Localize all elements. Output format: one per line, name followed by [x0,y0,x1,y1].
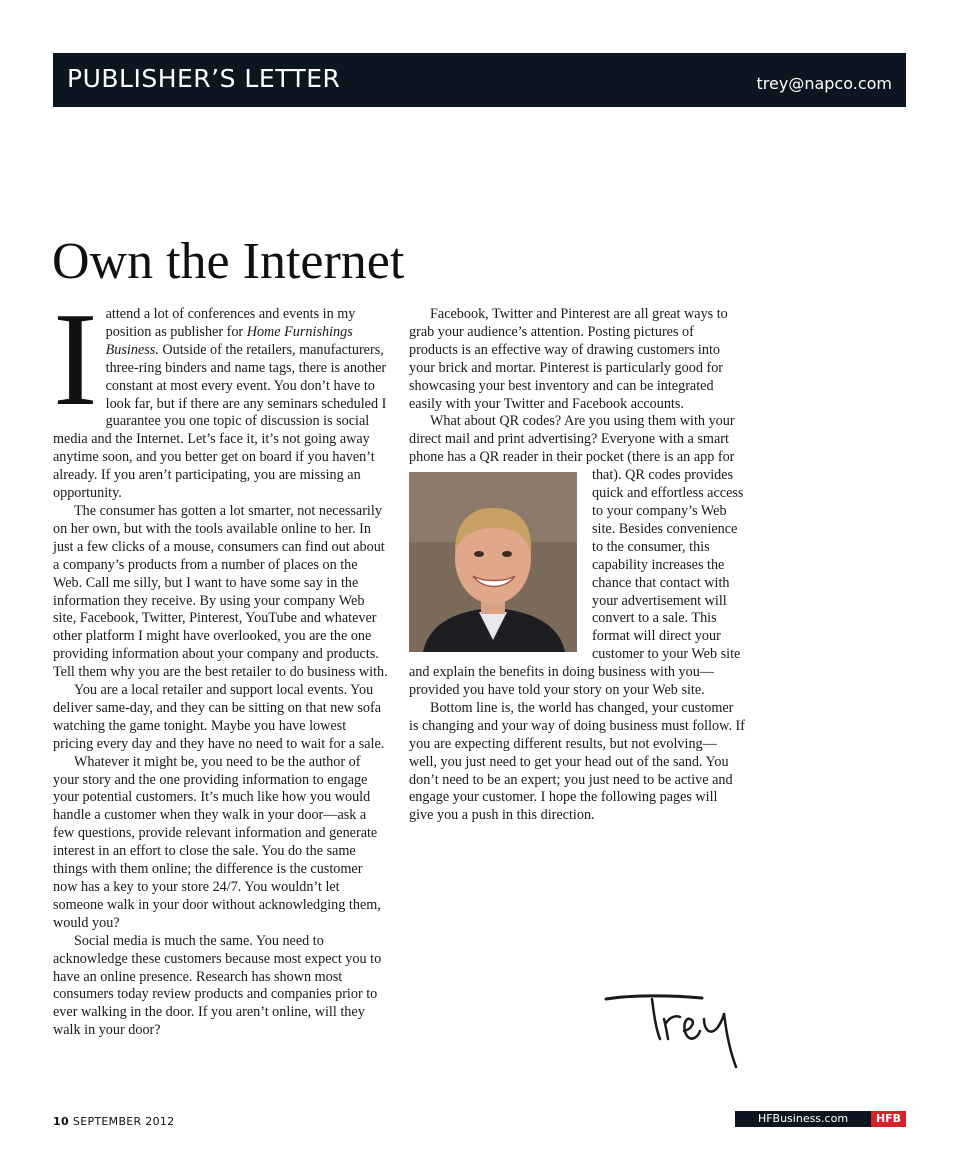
paragraph-1 [53,285,389,503]
drop-cap: I [53,285,98,433]
publication-name: Home Furnishings Business. [105,323,353,358]
author-email[interactable]: trey@napco.com [756,74,892,93]
footer-brand-logo: HFB [871,1111,906,1127]
paragraph-3: You are a local retailer and support local events. You deliver same-day, and they can be sitting on that new sofa watching the game tonight. Maybe you have lowest pricing every day and they have no need to wait for a sale. [53,682,385,752]
footer-badge [735,1111,906,1127]
article-headline: Own the Internet [52,233,405,290]
article-column-right [409,306,745,825]
page-number: 10 [53,1115,69,1128]
paragraph-7-text-a: What about QR codes? Are you using them with your direct mail and print advertising? Everyone with a smart phone has a QR reader in their [409,413,735,466]
paragraph-7-text-b: pocket (there is an app for that). QR codes provides quick and effortless access to your company’s Web site. Besides convenience to the consumer, this capability increases the chance that contact with your advertisement will convert to a sale. This format will direct your customer to your Web site and explain the benefits in doing business with you—provided you have told your story on your Web site. [409,449,744,699]
paragraph-2: The consumer has gotten a lot smarter, not necessarily on her own, but with the tools available online to her. In just a few clicks of a mouse, consumers can find out about a company’s products from a number of places on the Web. Call me silly, but I want to have some say in the information they receive. By using your company Web site, Facebook, Twitter, Pinterest, YouTube and whatever other platform I might have overlooked, you are the one providing information about your company and products. Tell them why you are the best retailer to do business with. [53,502,388,681]
signature-drawing [600,985,760,1075]
paragraph-6: Facebook, Twitter and Pinterest are all great ways to grab your audience’s attention. Posting pictures of products is an effective way of drawing customers into your brick and mortar. Pinterest is particularly good for showcasing your best inventory and can be integrated easily with your Twitter and Facebook accounts. [409,306,728,412]
section-title: PUBLISHER’S LETTER [67,64,341,93]
section-header-bar [53,53,906,107]
paragraph-1-text-a: attend a lot of conferences and events in my position as publisher for [105,306,356,340]
portrait-illustration [409,472,577,652]
issue-date: SEPTEMBER 2012 [72,1115,175,1128]
page-footer-left [53,1115,174,1128]
footer-website[interactable]: HFBusiness.com [735,1111,871,1127]
author-signature [600,985,760,1075]
paragraph-5: Social media is much the same. You need to acknowledge these customers because most expect you to have an online presence. Research has shown most consumers today review products and companies prior to ever walking in the door. If you aren’t online, will they walk in your door? [53,932,382,1039]
paragraph-8: Bottom line is, the world has changed, your customer is changing and your way of doing business must follow. If you are expecting different results, but not evolving— well, you just need to get your head out of the sand. You don’t need to be an expert; you just need to be active and engage your customer. I hope the following pages will give you a push in this direction. [409,699,745,824]
article-column-left [53,285,389,1040]
paragraph-1-text-b: Outside of the retailers, manufacturers, three-ring binders and name tags, there is another constant at most every event. You don’t have to look far, but if there are any seminars scheduled I guarantee you one topic of discussion is social media and the Internet. Let’s face it, it’s not going away anytime soon, and you better get on board if you haven’t already. If you aren’t participating, you are missing an opportunity. [53,341,387,502]
paragraph-4: Whatever it might be, you need to be the author of your story and the one providing information to engage your potential customers. It’s much like how you would handle a customer when they walk in your door—ask a few questions, provide relevant information and generate interest in an effort to close the sale. You do the same things with them online; the difference is the customer now has a key to your store 24/7. You wouldn’t let someone walk in your door without acknowledging them, would you? [53,753,381,931]
paragraph-7 [409,413,745,700]
author-portrait-photo [409,472,577,652]
